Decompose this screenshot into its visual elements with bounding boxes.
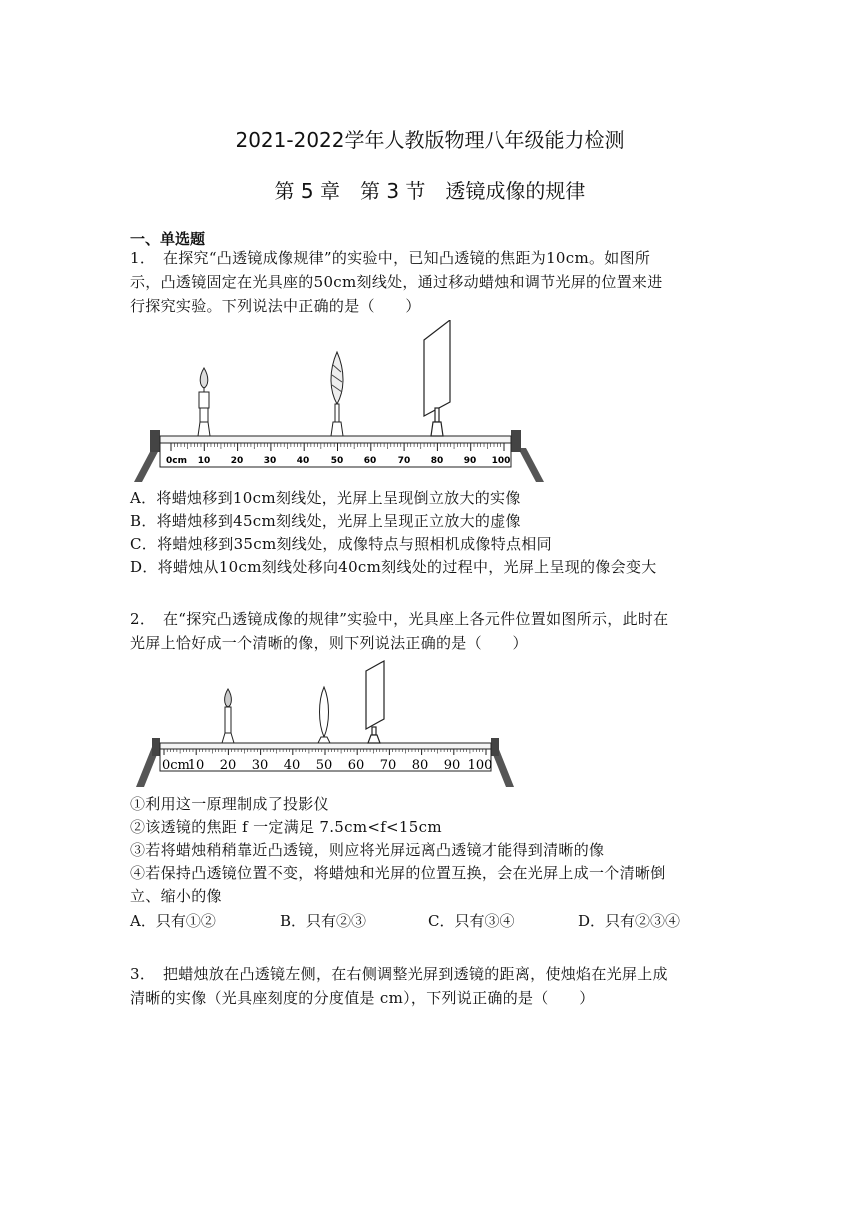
ruler-label: 100: [491, 456, 511, 466]
ruler-label: 10: [197, 456, 211, 466]
q2-choice-d[interactable]: D．只有②③④: [578, 912, 681, 930]
ruler-label: 70: [379, 758, 397, 773]
section-heading: 一、单选题: [130, 230, 206, 248]
q2-choices: [130, 910, 730, 932]
right-end-block: [511, 430, 521, 452]
q2-statement-4-cont: 立、缩小的像: [130, 887, 222, 905]
light-screen: [366, 661, 384, 743]
ruler-label: 0cm: [162, 758, 190, 773]
ruler-label: 90: [463, 456, 477, 466]
left-leg: [134, 448, 160, 482]
ruler-label: 40: [283, 758, 301, 773]
ruler-label: 0cm: [166, 456, 187, 466]
q2-choice-c[interactable]: C．只有③④: [428, 912, 515, 930]
q3-stem-line: 3． 把蜡烛放在凸透镜左侧，在右侧调整光屏到透镜的距离，使烛焰在光屏上成: [130, 965, 668, 983]
ruler-label: 90: [443, 758, 461, 773]
q2-statement-3: ③若将蜡烛稍稍靠近凸透镜，则应将光屏远离凸透镜才能得到清晰的像: [130, 841, 605, 859]
right-leg: [518, 448, 544, 482]
chapter-subtitle: 第 5 章 第 3 节 透镜成像的规律: [274, 179, 586, 203]
q2-choice-a[interactable]: A．只有①②: [130, 912, 216, 930]
q2-stem-line: 2． 在“探究凸透镜成像的规律”实验中，光具座上各元件位置如图所示，此时在: [130, 610, 669, 628]
candle: [198, 368, 210, 436]
ruler-label: 70: [397, 456, 411, 466]
q2-statement-2: ②该透镜的焦距 f 一定满足 7.5cm<f<15cm: [130, 818, 442, 836]
q2-statement-4: ④若保持凸透镜位置不变，将蜡烛和光屏的位置互换，会在光屏上成一个清晰倒: [130, 864, 666, 882]
right-end-block: [491, 738, 499, 756]
left-end-block: [152, 738, 160, 756]
document-title: 2021-2022学年人教版物理八年级能力检测: [235, 128, 625, 152]
q3-stem-line: 清晰的实像（光具座刻度的分度值是 cm），下列说正确的是（ ）: [130, 989, 595, 1007]
ruler-label: 50: [330, 456, 344, 466]
light-screen: [424, 320, 450, 436]
q1-option-c[interactable]: C．将蜡烛移到35cm刻线处，成像特点与照相机成像特点相同: [130, 535, 552, 553]
ruler-label: 20: [219, 758, 237, 773]
q1-optical-bench-figure: [130, 320, 550, 490]
ruler-label: 50: [315, 758, 333, 773]
q1-option-a[interactable]: A．将蜡烛移到10cm刻线处，光屏上呈现倒立放大的实像: [130, 489, 521, 507]
q1-option-b[interactable]: B．将蜡烛移到45cm刻线处，光屏上呈现正立放大的虚像: [130, 512, 521, 530]
convex-lens: [318, 687, 330, 743]
ruler-label: 40: [296, 456, 310, 466]
q1-stem-line: 示，凸透镜固定在光具座的50cm刻线处，通过移动蜡烛和调节光屏的位置来进: [130, 273, 663, 291]
ruler-label: 80: [411, 758, 429, 773]
candle: [222, 689, 234, 743]
q2-choice-b[interactable]: B．只有②③: [280, 912, 367, 930]
bench-rail: [160, 743, 491, 749]
ruler-label: 60: [347, 758, 365, 773]
ruler-label: 10: [187, 758, 205, 773]
convex-lens: [331, 352, 343, 436]
ruler-label: 80: [430, 456, 444, 466]
q1-option-d[interactable]: D．将蜡烛从10cm刻线处移向40cm刻线处的过程中，光屏上呈现的像会变大: [130, 558, 657, 576]
ruler-label: 30: [251, 758, 269, 773]
ruler-label: 30: [263, 456, 277, 466]
q1-stem-line: 1． 在探究“凸透镜成像规律”的实验中，已知凸透镜的焦距为10cm。如图所: [130, 249, 651, 267]
left-end-block: [150, 430, 160, 452]
bench-rail: [160, 436, 511, 443]
ruler-label: 100: [467, 758, 493, 773]
q2-optical-bench-figure: [130, 655, 520, 795]
q1-stem-line: 行探究实验。下列说法中正确的是（ ）: [130, 297, 421, 315]
q2-statement-1: ①利用这一原理制成了投影仪: [130, 795, 329, 813]
ruler-label: 20: [230, 456, 244, 466]
ruler-label: 60: [363, 456, 377, 466]
q2-stem-line: 光屏上恰好成一个清晰的像，则下列说法正确的是（ ）: [130, 634, 528, 652]
